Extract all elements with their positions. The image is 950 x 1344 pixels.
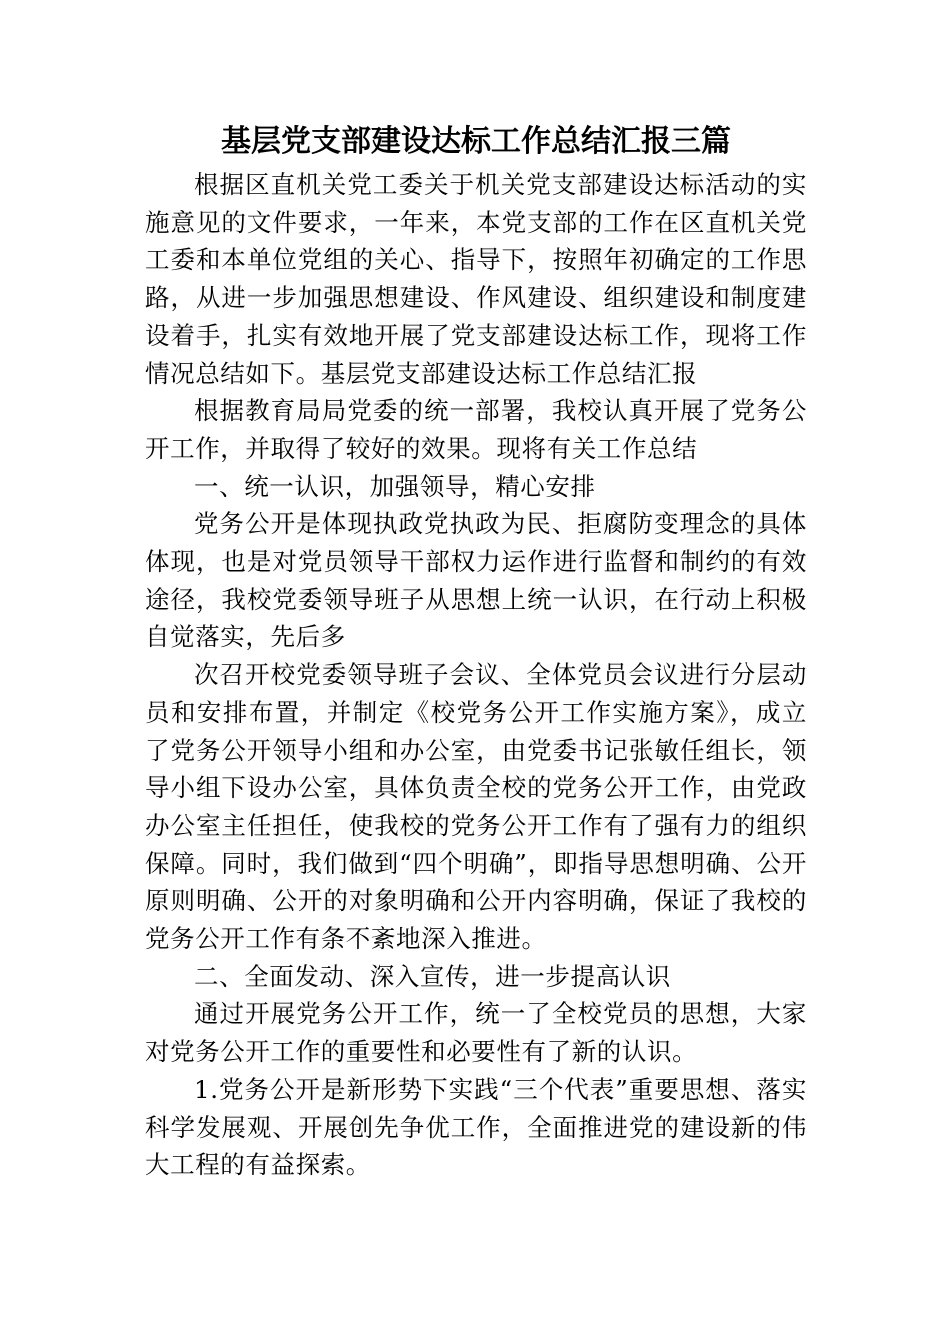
paragraph-section-1b: 次召开校党委领导班子会议、全体党员会议进行分层动员和安排布置，并制定《校党务公开工作实施方案》，成立了党务公开领导小组和办公室，由党委书记张敏任组长，领导小组下设办公室，具体负责全校的党务公开工作，由党政办公室主任担任，使我校的党务公开工作有了强有力的组织保障。同时，我们做到“四个明确”，即指导思想明确、公开原则明确、公开的对象明确和公开内容明确，保证了我校的党务公开工作有条不紊地深入推进。 [145, 660, 807, 954]
paragraph-intro: 根据区直机关党工委关于机关党支部建设达标活动的实施意见的文件要求，一年来，本党支部的工作在区直机关党工委和本单位党组的关心、指导下，按照年初确定的工作思路，从进一步加强思想建设、作风建设、组织建设和制度建设着手，扎实有效地开展了党支部建设达标工作，现将工作情况总结如下。基层党支部建设达标工作总结汇报 [145, 170, 807, 388]
paragraph-item-1: 1.党务公开是新形势下实践“三个代表”重要思想、落实科学发展观、开展创先争优工作，全面推进党的建设新的伟大工程的有益探索。 [145, 1074, 807, 1180]
section-heading-2: 二、全面发动、深入宣传，进一步提高认识 [194, 961, 671, 991]
document-title: 基层党支部建设达标工作总结汇报三篇 [221, 124, 731, 159]
section-heading-1: 一、统一认识，加强领导，精心安排 [194, 471, 596, 501]
paragraph-section-2a: 通过开展党务公开工作，统一了全校党员的思想，大家对党务公开工作的重要性和必要性有了新的认识。 [145, 999, 807, 1067]
paragraph-section-1a: 党务公开是体现执政党执政为民、拒腐防变理念的具体体现，也是对党员领导干部权力运作进行监督和制约的有效途径，我校党委领导班子从思想上统一认识，在行动上积极自觉落实，先后多 [145, 509, 807, 652]
document-page [145, 118, 807, 1184]
paragraph-deployment: 根据教育局局党委的统一部署，我校认真开展了党务公开工作，并取得了较好的效果。现将有关工作总结 [145, 396, 807, 463]
